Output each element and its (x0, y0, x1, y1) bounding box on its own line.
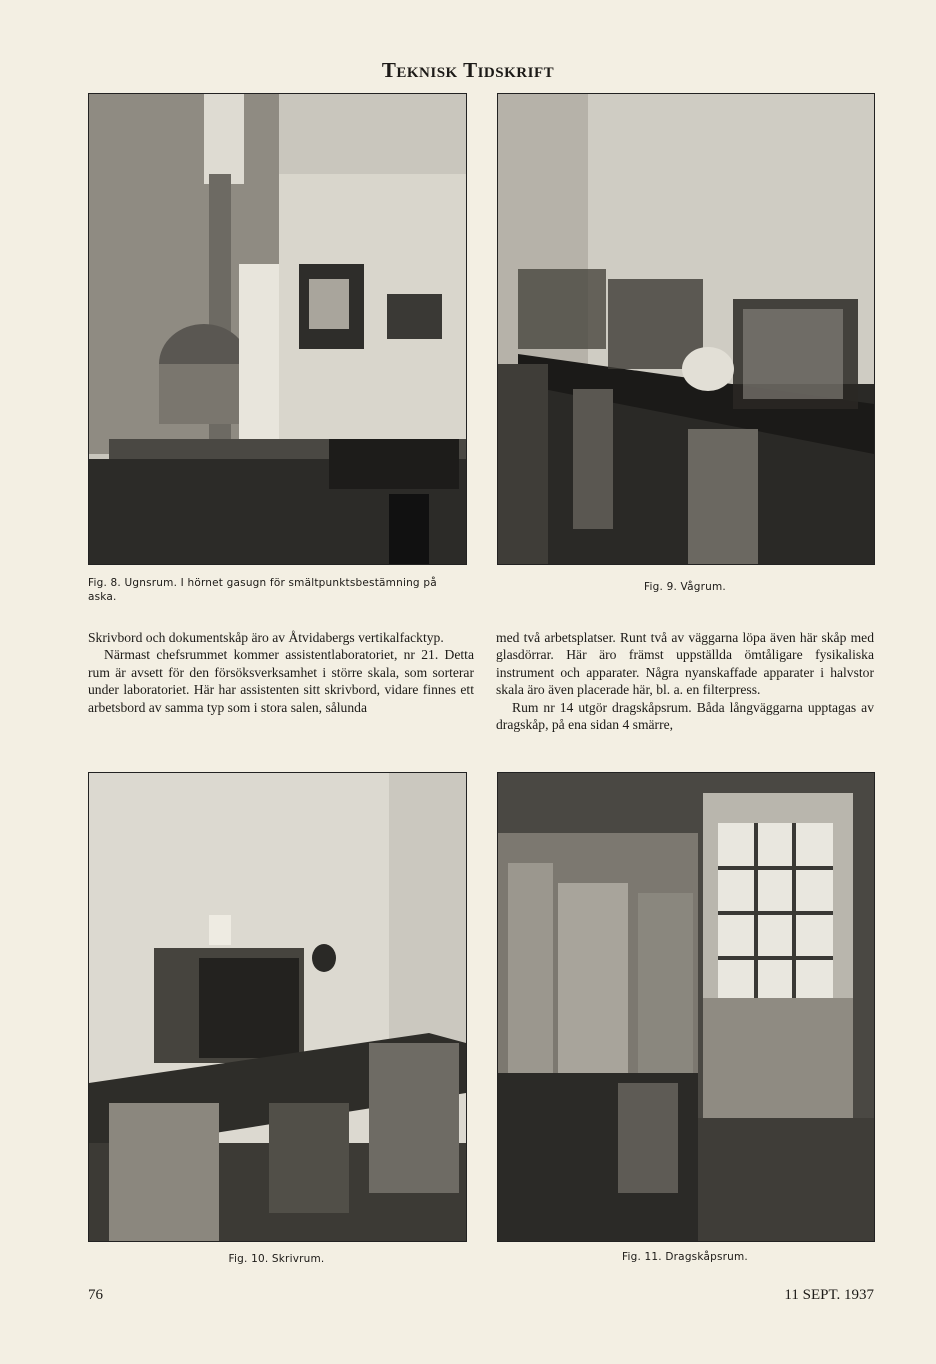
figure-10-photo (88, 772, 467, 1242)
figure-9-photo (497, 93, 875, 565)
paragraph: Närmast chefsrummet kommer assistentlaboratoriet, nr 21. Detta rum är avsett för den försöksverksamhet i större skala, som sorterar under laboratoriet. Här har assistenten sitt skrivbord, vidare finnes ett arbetsbord av samma typ som i stora salen, sålunda (88, 647, 474, 715)
figure-9-caption: Fig. 9. Vågrum. (644, 581, 726, 593)
body-left-column (88, 629, 474, 716)
paragraph: med två arbetsplatser. Runt två av väggarna löpa även här skåp med glasdörrar. Här äro främst uppställda ömtåligare fysikaliska instrument och apparater. Några nyanskaffade apparater i halvstor skala äro även placerade här, bl. a. en filterpress. (496, 630, 874, 698)
page-number: 76 (88, 1287, 103, 1303)
issue-date: 11 SEPT. 1937 (784, 1287, 874, 1303)
figure-8-photo (88, 93, 467, 565)
body-right-column (496, 629, 874, 733)
figure-11-photo (497, 772, 875, 1242)
paragraph: Skrivbord och dokumentskåp äro av Åtvidabergs vertikalfacktyp. (88, 630, 444, 645)
paragraph: Rum nr 14 utgör dragskåpsrum. Båda långväggarna upptagas av dragskåp, på ena sidan 4 smärre, (496, 699, 874, 733)
figure-11-caption: Fig. 11. Dragskåpsrum. (622, 1251, 748, 1263)
figure-8-caption: Fig. 8. Ugnsrum. I hörnet gasugn för smältpunktsbestämning på aska. (88, 577, 437, 603)
journal-title: Teknisk Tidskrift (381, 58, 555, 82)
figure-10-caption: Fig. 10. Skrivrum. (228, 1253, 325, 1265)
